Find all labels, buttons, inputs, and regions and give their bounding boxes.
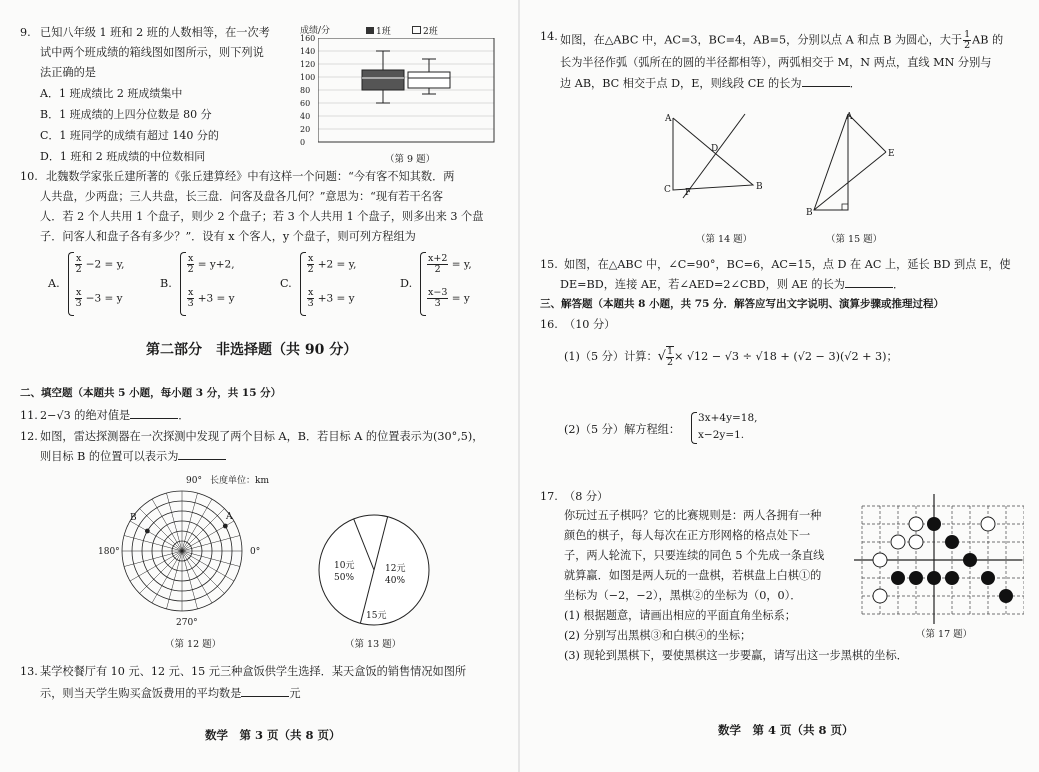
q10-option-brace xyxy=(68,252,74,316)
q12-point-b: B xyxy=(130,513,137,523)
q12-number: 12. xyxy=(20,430,38,443)
q12-point-a: A xyxy=(226,512,233,522)
q12-line: 则目标 B 的位置可以表示为 xyxy=(40,450,226,464)
q11-question: 2−√3 的绝对值是 ． xyxy=(40,409,190,422)
q9-tick-label: 60 xyxy=(300,99,311,108)
q17-number: 17. xyxy=(540,490,558,503)
q9-number: 9. xyxy=(20,26,31,39)
q10-line: 子．问客人和盘子各有多少？”．设有 x 个客人，y 个盘子，则可列方程组为 xyxy=(40,230,416,243)
q10-option-brace xyxy=(420,252,426,316)
q15-caption: （第 15 题） xyxy=(826,234,883,245)
q13-pie-label-12: 12元 xyxy=(385,564,406,574)
q13-pie-label-15: 15元 xyxy=(366,611,387,621)
section2-heading: 二、填空题（本题共 5 小题，每小题 3 分，共 15 分） xyxy=(20,387,282,399)
radar-spoke xyxy=(152,499,182,551)
q9-boxplot xyxy=(318,38,498,148)
q12-angle-270: 270° xyxy=(176,618,198,628)
radar-spoke xyxy=(152,551,182,603)
right-page-footer: 数学 第 4 页（共 8 页） xyxy=(718,723,854,737)
q14-line: 边 AB，BC 相交于点 D，E，则线段 CE 的长为 ． xyxy=(560,77,861,90)
q10-option-brace xyxy=(180,252,186,316)
q9-tick-label: 140 xyxy=(300,47,316,56)
black-stone xyxy=(927,571,941,585)
q15-line: DE=BD，连接 AE，若∠AED=2∠CBD，则 AE 的长为 ． xyxy=(560,278,905,291)
q15-point-e: E xyxy=(888,149,895,159)
q10-option-label: D. xyxy=(400,277,413,290)
black-stone xyxy=(891,571,905,585)
q12-angle-180: 180° xyxy=(98,547,120,557)
q15-point-a: A xyxy=(846,112,853,122)
black-stone xyxy=(945,571,959,585)
radar-spoke xyxy=(182,551,212,603)
q16-part2: (2)（5 分）解方程组： xyxy=(564,423,681,436)
q10-option-equation: $\frac{x}{3}$ −3 = y xyxy=(75,287,123,309)
q10-number: 10. xyxy=(20,170,38,183)
q14-line: 长为半径作弧（弧所在的圆的半径都相等），两弧相交于 M，N 两点，直线 MN 分别与 xyxy=(560,56,992,69)
section3-heading: 三、解答题（本题共 8 小题，共 75 分．解答应写出文字说明、演算步骤或推理过程） xyxy=(540,298,945,310)
q13-caption: （第 13 题） xyxy=(345,639,402,650)
white-stone xyxy=(909,517,923,531)
q14-point-c: C xyxy=(664,185,671,195)
q16-part1: (1)（5 分）计算：√ $\frac{1}{2}$ × √12 − √3 ÷ √18 + (√2 − 3)(√2 + 3)； xyxy=(564,346,898,368)
q9-line: 法正确的是 xyxy=(40,66,96,79)
q16-eq2: x−2y=1. xyxy=(698,429,745,441)
q14-caption: （第 14 题） xyxy=(696,234,753,245)
white-stone xyxy=(873,553,887,567)
q17-sub: (2) 分别写出黑棋③和白棋④的坐标； xyxy=(564,629,752,642)
q9-option-a: A．1 班成绩比 2 班成绩集中 xyxy=(40,87,183,100)
q17-line: 就算赢．如图是两人玩的一盘棋，若棋盘上白棋①的 xyxy=(564,569,822,582)
q9-tick-label: 20 xyxy=(300,125,311,134)
q12-unit: 长度单位：km xyxy=(210,476,269,486)
left-page xyxy=(0,0,519,772)
q9-tick-label: 40 xyxy=(300,112,311,121)
radar-spoke xyxy=(140,551,182,593)
q14-point-b: B xyxy=(756,182,763,192)
q14-number: 14. xyxy=(540,30,558,43)
q15-point-b: B xyxy=(806,208,813,218)
part2-title: 第二部分 非选择题（共 90 分） xyxy=(146,342,358,358)
black-stone xyxy=(981,571,995,585)
q17-sub: (1) 根据题意，请画出相应的平面直角坐标系； xyxy=(564,609,796,622)
black-stone xyxy=(909,571,923,585)
q17-sub: (3) 现轮到黑棋下，要使黑棋这一步要赢，请写出这一步黑棋的坐标． xyxy=(564,649,908,662)
q9-tick-label: 100 xyxy=(300,73,316,82)
q13-line: 示，则当天学生购买盒饭费用的平均数是 元 xyxy=(40,687,301,700)
q9-chart-ylabel: 成绩/分 xyxy=(300,26,331,36)
q15-triangle-figure xyxy=(806,108,896,218)
radar-spoke xyxy=(182,551,224,593)
radar-spoke xyxy=(182,551,234,581)
radar-spoke xyxy=(182,509,224,551)
q13-line: 某学校餐厅有 10 元、12 元、15 元三种盒饭供学生选择．某天盒饭的销售情况如图所 xyxy=(40,665,467,678)
q9-tick-label: 120 xyxy=(300,60,316,69)
radar-spoke xyxy=(130,551,182,581)
q10-option-equation: $\frac{x}{2}$ +2 = y, xyxy=(307,253,357,275)
radar-spoke xyxy=(182,499,212,551)
q12-angle-90: 90° xyxy=(186,476,202,486)
q10-option-brace xyxy=(300,252,306,316)
q15-line: 如图，在△ABC 中，∠C=90°，BC=6，AC=15，点 D 在 AC 上，延长 BD 到点 E，使 xyxy=(564,258,1011,271)
q9-legend-2: 2班 xyxy=(412,25,438,39)
left-page-footer: 数学 第 3 页（共 8 页） xyxy=(205,728,341,742)
q17-line: 颜色的棋子，每人每次在正方形网格的格点处下一 xyxy=(564,529,811,542)
q12-radar-diagram xyxy=(117,486,247,616)
q10-option-equation: $\frac{x}{2}$ = y+2, xyxy=(187,253,235,275)
black-stone xyxy=(927,517,941,531)
q10-option-label: B. xyxy=(160,277,172,290)
q10-option-label: A. xyxy=(48,277,60,290)
q10-option-equation: $\frac{x}{3}$ +3 = y xyxy=(307,287,355,309)
white-stone xyxy=(873,589,887,603)
q9-caption: （第 9 题） xyxy=(385,154,436,165)
q16-number: 16. xyxy=(540,318,558,331)
q10-option-equation: $\frac{x+2}{2}$ = y, xyxy=(428,253,472,275)
q17-caption: （第 17 题） xyxy=(916,629,973,640)
q14-point-d: D xyxy=(711,144,719,154)
q14-line: 如图，在△ABC 中，AC=3，BC=4，AB=5，分别以点 A 和点 B 为圆心，大于 $\frac{1}{2}$ AB 的 xyxy=(560,29,1004,51)
q17-gomoku-board xyxy=(854,494,1024,629)
q9-legend-1: 1班 xyxy=(366,25,391,39)
right-page xyxy=(520,0,1039,772)
q13-pie-label-10: 10元 xyxy=(334,561,355,571)
q13-pie-pct-12: 40% xyxy=(385,576,406,586)
q16-brace xyxy=(691,412,697,444)
q15-number: 15. xyxy=(540,258,558,271)
q10-option-equation: $\frac{x-3}{3}$ = y xyxy=(428,287,470,309)
q9-option-d: D．1 班和 2 班成绩的中位数相同 xyxy=(40,150,206,163)
q17-score: （8 分） xyxy=(564,490,609,503)
radar-target-a xyxy=(223,524,227,528)
q10-line: 人．若 2 个人共用 1 个盘子，则少 2 个盘子；若 3 个人共用 1 个盘子，则多出来 3 个盘 xyxy=(40,210,484,223)
q10-option-equation: $\frac{x}{2}$ −2 = y, xyxy=(75,253,125,275)
black-stone xyxy=(999,589,1013,603)
q17-line: 你玩过五子棋吗？它的比赛规则是：两人各拥有一种 xyxy=(564,509,822,522)
q10-line: 人共盘，少两盘；三人共盘，长三盘．问客及盘各几何？”意思为：“现有若干名客 xyxy=(40,190,444,203)
q12-angle-0: 0° xyxy=(250,547,261,557)
q9-tick-label: 0 xyxy=(300,138,306,147)
q9-tick-label: 160 xyxy=(300,34,316,43)
q13-pie-pct-10: 50% xyxy=(334,573,355,583)
q11-number: 11. xyxy=(20,409,38,422)
q16-score: （10 分） xyxy=(564,318,616,331)
q16-eq1: 3x+4y=18, xyxy=(698,412,758,424)
q10-option-label: C. xyxy=(280,277,292,290)
q9-tick-label: 80 xyxy=(300,86,311,95)
q12-line: 如图，雷达探测器在一次探测中发现了两个目标 A，B．若目标 A 的位置表示为(30°,5)， xyxy=(40,430,484,443)
black-stone xyxy=(963,553,977,567)
q10-option-equation: $\frac{x}{3}$ +3 = y xyxy=(187,287,235,309)
q9-option-b: B．1 班成绩的上四分位数是 80 分 xyxy=(40,108,212,121)
q10-line: 北魏数学家张丘建所著的《张丘建算经》中有这样一个问题：“今有客不知其数．两 xyxy=(46,170,455,183)
q9-option-c: C．1 班同学的成绩有超过 140 分的 xyxy=(40,129,219,142)
white-stone xyxy=(981,517,995,531)
radar-target-b xyxy=(145,529,149,533)
q9-line: 试中两个班成绩的箱线图如图所示，则下列说 xyxy=(40,46,264,59)
white-stone xyxy=(909,535,923,549)
q14-point-f: F xyxy=(685,188,692,198)
black-stone xyxy=(945,535,959,549)
q14-point-a: A xyxy=(665,114,672,124)
q12-caption: （第 12 题） xyxy=(165,639,222,650)
radar-spoke xyxy=(130,521,182,551)
q17-line: 坐标为（−2，−2），黑棋②的坐标为（0，0）． xyxy=(564,589,802,602)
q13-number: 13. xyxy=(20,665,38,678)
q9-line: 已知八年级 1 班和 2 班的人数相等，在一次考 xyxy=(40,26,270,39)
white-stone xyxy=(891,535,905,549)
q17-line: 子，两人轮流下，只要连续的同色 5 个先成一条直线 xyxy=(564,549,825,562)
